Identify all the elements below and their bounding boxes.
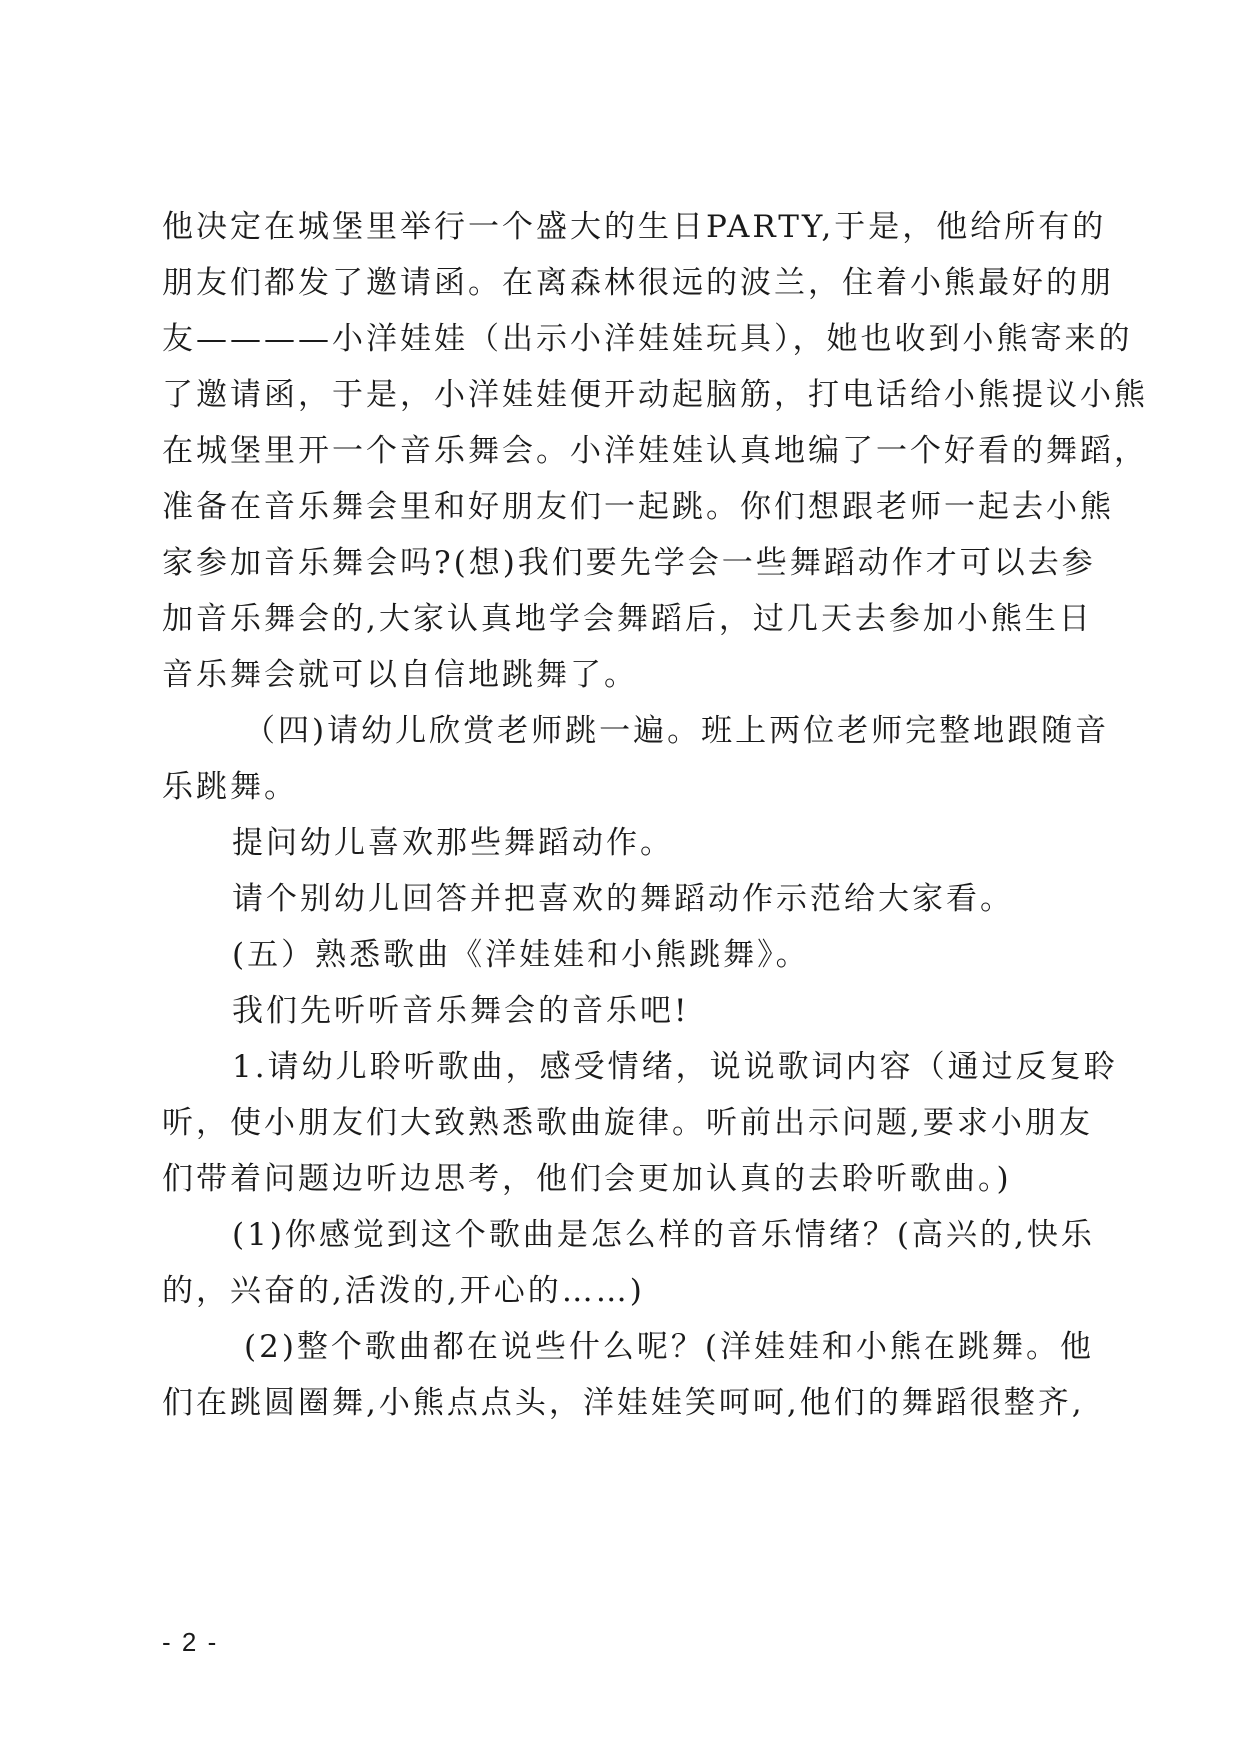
paragraph-line: （四)请幼儿欣赏老师跳一遍。班上两位老师完整地跟随音 <box>244 713 1110 749</box>
paragraph-line: (2)整个歌曲都在说些什么呢？(洋娃娃和小熊在跳舞。他 <box>244 1329 1095 1365</box>
page-number: - 2 - <box>162 1627 219 1657</box>
paragraph-line: 乐跳舞。 <box>162 769 298 805</box>
paragraph-line: 准备在音乐舞会里和好朋友们一起跳。你们想跟老师一起去小熊 <box>162 489 1114 525</box>
paragraph-line: 我们先听听音乐舞会的音乐吧! <box>232 993 690 1029</box>
paragraph-line: 音乐舞会就可以自信地跳舞了。 <box>162 657 638 693</box>
paragraph-line: 们带着问题边听边思考，他们会更加认真的去聆听歌曲。) <box>162 1161 1012 1197</box>
paragraph-line: 的，兴奋的,活泼的,开心的……) <box>162 1273 645 1309</box>
paragraph-line: 请个别幼儿回答并把喜欢的舞蹈动作示范给大家看。 <box>232 881 1014 917</box>
paragraph-line: 提问幼儿喜欢那些舞蹈动作。 <box>232 825 674 861</box>
paragraph-line: 他决定在城堡里举行一个盛大的生日PARTY,于是，他给所有的 <box>162 209 1107 245</box>
paragraph-line: 了邀请函，于是，小洋娃娃便开动起脑筋，打电话给小熊提议小熊 <box>162 377 1148 413</box>
paragraph-line: 加音乐舞会的,大家认真地学会舞蹈后，过几天去参加小熊生日 <box>162 601 1093 637</box>
paragraph-line: 1.请幼儿聆听歌曲，感受情绪，说说歌词内容（通过反复聆 <box>232 1049 1118 1085</box>
paragraph-line: 家参加音乐舞会吗?(想)我们要先学会一些舞蹈动作才可以去参 <box>162 545 1096 581</box>
paragraph-line: 听，使小朋友们大致熟悉歌曲旋律。听前出示问题,要求小朋友 <box>162 1105 1093 1141</box>
paragraph-line: 友————小洋娃娃（出示小洋娃娃玩具），她也收到小熊寄来的 <box>162 321 1133 357</box>
paragraph-line: (1)你感觉到这个歌曲是怎么样的音乐情绪？(高兴的,快乐 <box>232 1217 1095 1253</box>
paragraph-line: 在城堡里开一个音乐舞会。小洋娃娃认真地编了一个好看的舞蹈， <box>162 433 1148 469</box>
paragraph-line: 们在跳圆圈舞,小熊点点头，洋娃娃笑呵呵,他们的舞蹈很整齐, <box>162 1385 1085 1421</box>
paragraph-line: (五）熟悉歌曲《洋娃娃和小熊跳舞》。 <box>232 937 810 973</box>
paragraph-line: 朋友们都发了邀请函。在离森林很远的波兰，住着小熊最好的朋 <box>162 265 1114 301</box>
